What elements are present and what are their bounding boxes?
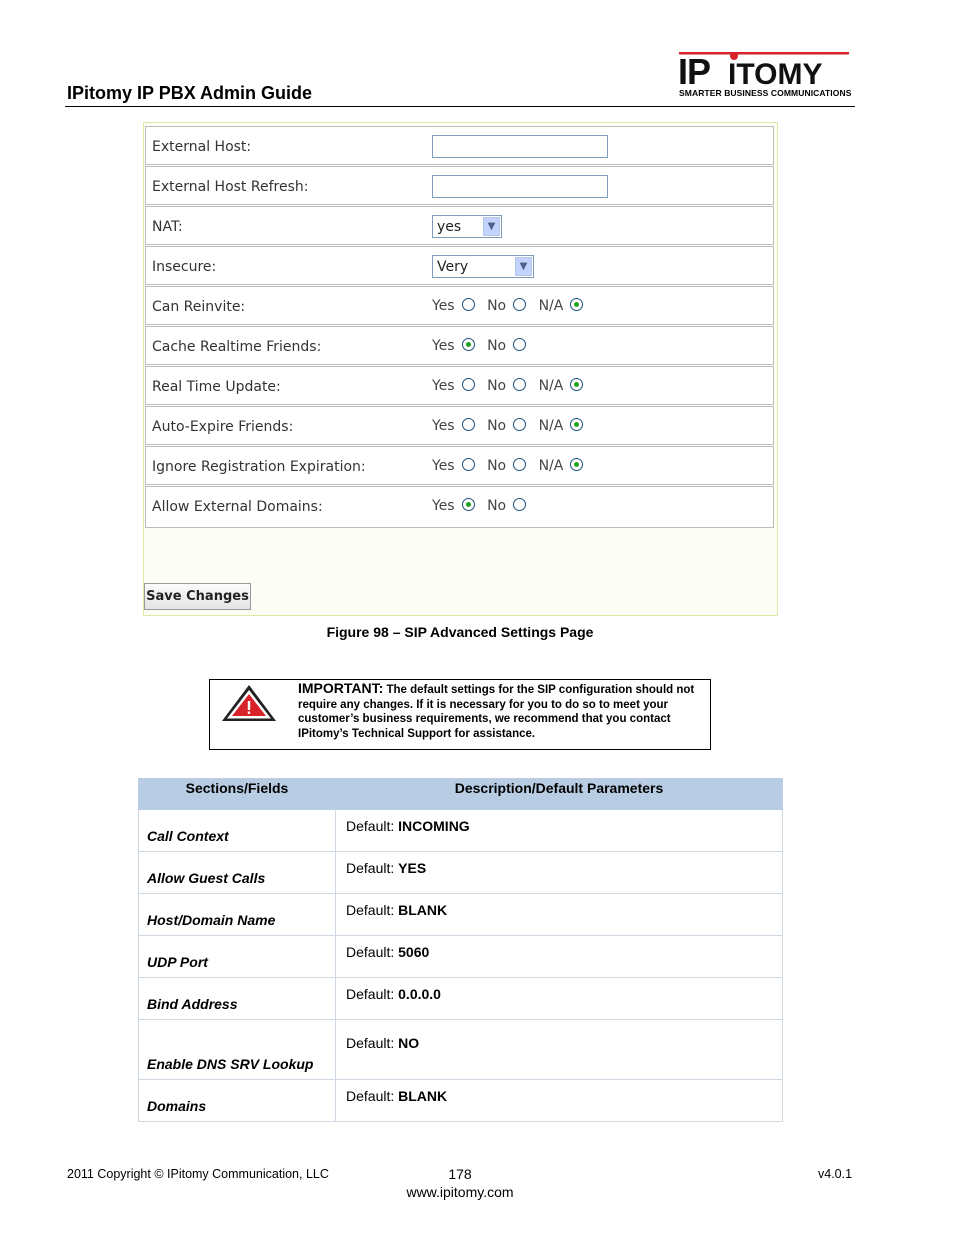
real-time-update-label: Real Time Update:: [152, 379, 281, 395]
default-prefix: Default:: [346, 1088, 399, 1104]
radio-label-no: No: [487, 298, 507, 314]
cache-realtime-friends-radio-group: [432, 338, 534, 354]
radio-label-no: No: [487, 458, 507, 474]
radio-label-yes: Yes: [432, 458, 455, 474]
can-reinvite-label: Can Reinvite:: [152, 299, 246, 315]
page-number: 178: [448, 1166, 472, 1182]
radio-yes[interactable]: [462, 458, 475, 471]
radio-label-yes: Yes: [432, 378, 455, 394]
can-reinvite-radio-group: [432, 298, 591, 314]
radio-no[interactable]: [513, 298, 526, 311]
field-default: [336, 1080, 783, 1122]
footer-center: [0, 1165, 920, 1201]
insecure-label: Insecure:: [152, 259, 217, 275]
radio-na[interactable]: [570, 378, 583, 391]
table-row: [139, 852, 783, 894]
auto-expire-friends-label: Auto-Expire Friends:: [152, 419, 294, 435]
default-prefix: Default:: [346, 1035, 399, 1051]
radio-label-no: No: [487, 378, 507, 394]
field-default: [336, 852, 783, 894]
radio-na[interactable]: [570, 298, 583, 311]
external-host-input[interactable]: [432, 135, 608, 158]
row-ignore-registration-expiration: [145, 446, 774, 485]
default-value: 5060: [398, 944, 430, 960]
radio-yes[interactable]: [462, 418, 475, 431]
field-default: [336, 810, 783, 852]
row-real-time-update: [145, 366, 774, 405]
nat-label: NAT:: [152, 219, 183, 235]
radio-label-no: No: [487, 418, 507, 434]
insecure-value: Very: [437, 259, 469, 275]
insecure-select[interactable]: [432, 255, 534, 278]
field-name: Allow Guest Calls: [139, 852, 336, 894]
row-auto-expire-friends: [145, 406, 774, 445]
radio-label-yes: Yes: [432, 338, 455, 354]
allow-external-domains-radio-group: [432, 498, 534, 514]
default-value: BLANK: [398, 1088, 448, 1104]
cache-realtime-friends-label: Cache Realtime Friends:: [152, 339, 322, 355]
radio-label-yes: Yes: [432, 298, 455, 314]
header-sections-fields: Sections/Fields: [139, 779, 336, 810]
field-default: [336, 1020, 783, 1080]
radio-label-no: No: [487, 338, 507, 354]
table-row: [139, 978, 783, 1020]
ignore-registration-expiration-label: Ignore Registration Expiration:: [152, 459, 366, 475]
default-value: YES: [398, 860, 427, 876]
logo-tagline: SMARTER BUSINESS COMMUNICATIONS: [679, 88, 852, 98]
auto-expire-friends-radio-group: [432, 418, 591, 434]
radio-no[interactable]: [513, 458, 526, 471]
header-description: Description/Default Parameters: [336, 779, 783, 810]
field-name: Domains: [139, 1080, 336, 1122]
radio-yes[interactable]: [462, 338, 475, 351]
radio-no[interactable]: [513, 498, 526, 511]
footer-version: v4.0.1: [818, 1167, 853, 1181]
radio-yes[interactable]: [462, 498, 475, 511]
field-name: UDP Port: [139, 936, 336, 978]
save-changes-button[interactable]: Save Changes: [144, 583, 251, 610]
document-title: IPitomy IP PBX Admin Guide: [67, 83, 313, 103]
field-default: [336, 978, 783, 1020]
radio-na[interactable]: [570, 458, 583, 471]
field-name: Call Context: [139, 810, 336, 852]
row-cache-realtime-friends: [145, 326, 774, 365]
default-value: INCOMING: [398, 818, 470, 834]
radio-yes[interactable]: [462, 298, 475, 311]
footer-website[interactable]: www.ipitomy.com: [406, 1184, 514, 1200]
field-name: Host/Domain Name: [139, 894, 336, 936]
default-prefix: Default:: [346, 902, 399, 918]
default-prefix: Default:: [346, 818, 399, 834]
radio-no[interactable]: [513, 338, 526, 351]
radio-no[interactable]: [513, 418, 526, 431]
row-external-host-refresh: [145, 166, 774, 205]
default-prefix: Default:: [346, 944, 399, 960]
sip-parameters-table: [138, 778, 783, 1122]
radio-no[interactable]: [513, 378, 526, 391]
field-default: [336, 894, 783, 936]
radio-label-na: N/A: [538, 458, 564, 474]
default-prefix: Default:: [346, 986, 399, 1002]
real-time-update-radio-group: [432, 378, 591, 394]
default-prefix: Default:: [346, 860, 399, 876]
field-default: [336, 936, 783, 978]
external-host-refresh-input[interactable]: [432, 175, 608, 198]
row-insecure: [145, 246, 774, 285]
row-nat: [145, 206, 774, 245]
radio-yes[interactable]: [462, 378, 475, 391]
radio-label-na: N/A: [538, 418, 564, 434]
nat-value: yes: [437, 219, 462, 235]
svg-text:ITOMY: ITOMY: [728, 58, 823, 91]
row-can-reinvite: [145, 286, 774, 325]
chevron-down-icon[interactable]: ▼: [483, 217, 500, 236]
svg-text:IP: IP: [678, 51, 711, 92]
table-row: [139, 810, 783, 852]
table-row: [139, 1020, 783, 1080]
radio-label-no: No: [487, 498, 507, 514]
radio-na[interactable]: [570, 418, 583, 431]
table-row: [139, 894, 783, 936]
nat-select[interactable]: [432, 215, 502, 238]
field-name: Enable DNS SRV Lookup: [139, 1020, 336, 1080]
table-row: [139, 936, 783, 978]
ignore-registration-expiration-radio-group: [432, 458, 591, 474]
header-divider: [65, 106, 855, 107]
default-value: NO: [398, 1035, 420, 1051]
important-text: [298, 681, 698, 741]
chevron-down-icon[interactable]: ▼: [515, 257, 532, 276]
table-header-row: [139, 779, 783, 810]
figure-caption: Figure 98 – SIP Advanced Settings Page: [326, 624, 594, 640]
external-host-refresh-label: External Host Refresh:: [152, 179, 309, 195]
field-name: Bind Address: [139, 978, 336, 1020]
radio-label-na: N/A: [538, 378, 564, 394]
radio-label-yes: Yes: [432, 498, 455, 514]
radio-label-yes: Yes: [432, 418, 455, 434]
row-allow-external-domains: [145, 486, 774, 528]
radio-label-na: N/A: [538, 298, 564, 314]
default-value: 0.0.0.0: [398, 986, 441, 1002]
table-row: [139, 1080, 783, 1122]
row-external-host: [145, 126, 774, 165]
default-value: BLANK: [398, 902, 448, 918]
warning-icon: [220, 683, 278, 723]
external-host-label: External Host:: [152, 139, 252, 155]
allow-external-domains-label: Allow External Domains:: [152, 499, 323, 515]
footer-copyright: 2011 Copyright © IPitomy Communication, LLC: [67, 1167, 329, 1181]
important-body: The default settings for the SIP configuration should not require any changes. If it is necessary for you to do so to meet your customer’s business requirements, we recommend that you contact IPitomy’s Technical Support for assistance.: [298, 684, 695, 740]
important-lead: IMPORTANT:: [298, 680, 384, 696]
